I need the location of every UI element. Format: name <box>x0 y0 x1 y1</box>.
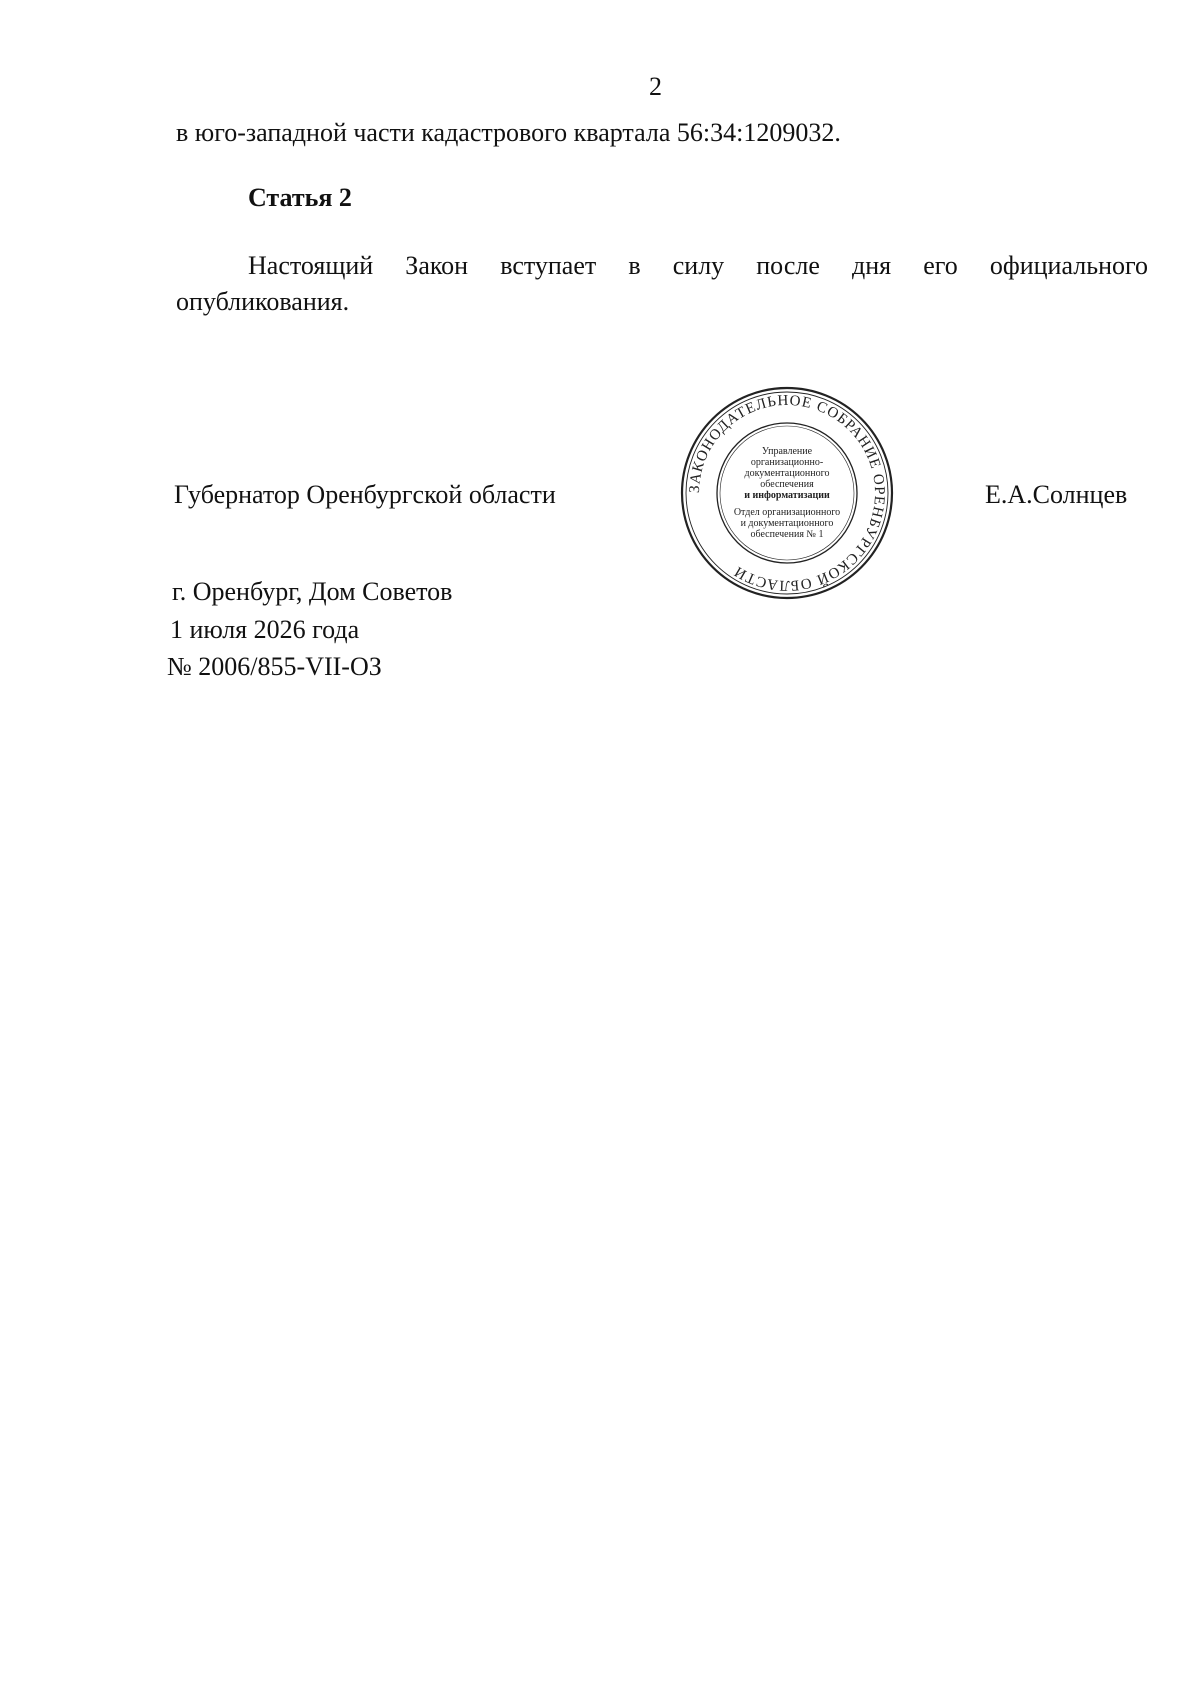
seal-line: Управление <box>761 446 813 457</box>
seal-line: и документационного <box>740 518 834 529</box>
law-number: № 2006/855-VII-ОЗ <box>167 652 382 681</box>
page-number: 2 <box>649 72 662 101</box>
seal-line: обеспечения <box>760 479 814 490</box>
seal-line: и информатизации <box>744 490 830 501</box>
article-paragraph-line-1: Настоящий Закон вступает в силу после дня его официального <box>248 251 1148 280</box>
seal-inner-text <box>721 427 853 559</box>
continuation-text: в юго-западной части кадастрового квартала 56:34:1209032. <box>176 118 841 147</box>
signing-date: 1 июля 2026 года <box>170 615 360 644</box>
seal-line: документационного <box>744 468 830 479</box>
article-paragraph-line-2: опубликования. <box>176 287 350 316</box>
article-heading: Статья 2 <box>248 183 352 212</box>
official-seal <box>678 384 896 602</box>
seal-ring-text: ЗАКОНОДАТЕЛЬНОЕ СОБРАНИЕ ОРЕНБУРГСКОЙ ОБЛАСТИ <box>686 392 888 594</box>
signer-title: Губернатор Оренбургской области <box>174 480 556 509</box>
seal-line: обеспечения № 1 <box>750 529 824 540</box>
signing-place: г. Оренбург, Дом Советов <box>172 577 453 606</box>
seal-line: Отдел организационного <box>733 507 841 518</box>
seal-line: организационно- <box>750 457 824 468</box>
signer-name: Е.А.Солнцев <box>985 480 1128 509</box>
